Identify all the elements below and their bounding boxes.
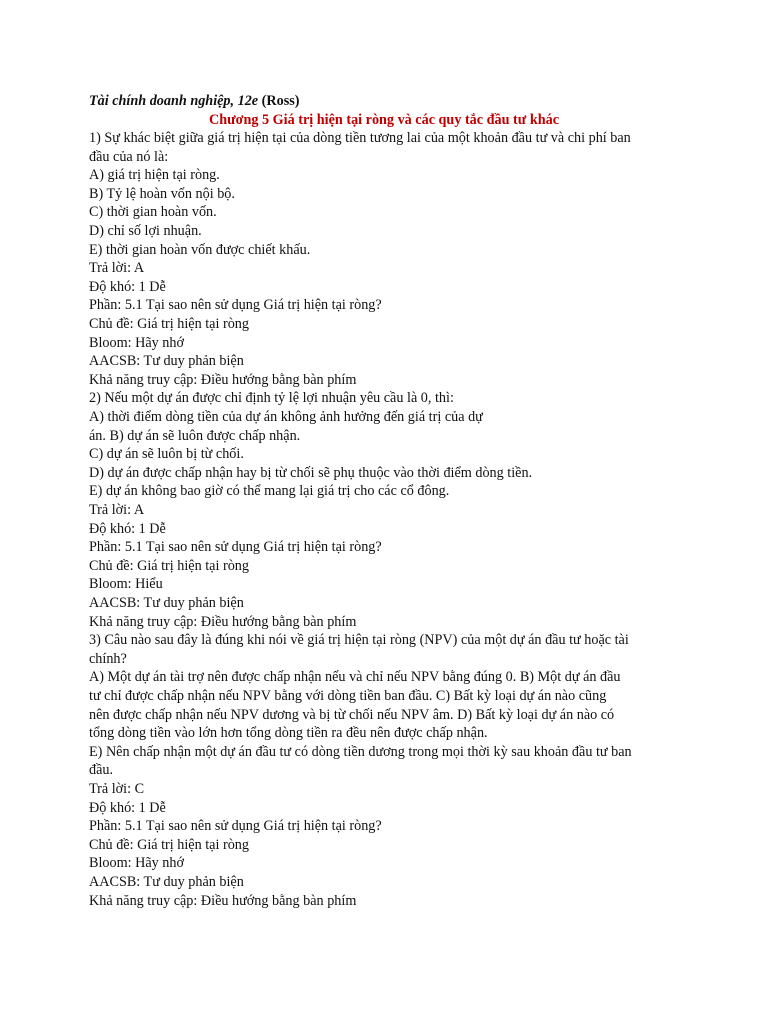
text-line: Phần: 5.1 Tại sao nên sử dụng Giá trị hiện tại ròng? <box>89 818 382 835</box>
text-line: 3) Câu nào sau đây là đúng khi nói về giá trị hiện tại ròng (NPV) của một dự án đầu tư hoặc tài <box>89 632 629 649</box>
text-line: Phần: 5.1 Tại sao nên sử dụng Giá trị hiện tại ròng? <box>89 297 382 314</box>
book-title-italic: Tài chính doanh nghiệp, 12e <box>89 93 259 109</box>
text-line: E) dự án không bao giờ có thể mang lại giá trị cho các cổ đông. <box>89 483 450 500</box>
text-line: Độ khó: 1 Dễ <box>89 799 166 816</box>
text-line: Khả năng truy cập: Điều hướng bằng bàn phím <box>89 892 357 909</box>
text-line: Khả năng truy cập: Điều hướng bằng bàn phím <box>89 613 357 630</box>
text-line: D) dự án được chấp nhận hay bị từ chối sẽ phụ thuộc vào thời điểm dòng tiền. <box>89 464 533 481</box>
text-line: 1) Sự khác biệt giữa giá trị hiện tại của dòng tiền tương lai của một khoản đầu tư và chi phí ban <box>89 130 631 146</box>
text-line: Trả lời: A <box>89 502 145 518</box>
text-line: Bloom: Hãy nhớ <box>89 334 184 351</box>
text-line: Độ khó: 1 Dễ <box>89 278 166 295</box>
text-line: Trả lời: C <box>89 781 145 797</box>
text-line: Phần: 5.1 Tại sao nên sử dụng Giá trị hiện tại ròng? <box>89 539 382 556</box>
text-line: Chủ đề: Giá trị hiện tại ròng <box>89 316 249 332</box>
text-line: đầu của nó là: <box>89 148 169 165</box>
text-line: D) chỉ số lợi nhuận. <box>89 223 202 239</box>
text-line: tổng dòng tiền vào lớn hơn tổng dòng tiền ra đều nên được chấp nhận. <box>89 725 488 742</box>
text-line: AACSB: Tư duy phản biện <box>89 874 244 890</box>
text-line: AACSB: Tư duy phản biện <box>89 353 244 370</box>
text-line: Độ khó: 1 Dễ <box>89 520 166 537</box>
text-line: C) thời gian hoàn vốn. <box>89 204 217 221</box>
text-line: A) giá trị hiện tại ròng. <box>89 167 220 184</box>
text-line: A) Một dự án tài trợ nên được chấp nhận nếu và chỉ nếu NPV bằng đúng 0. B) Một dự án đầu <box>89 669 621 686</box>
text-line: B) Tỷ lệ hoàn vốn nội bộ. <box>89 185 235 202</box>
text-line: Khả năng truy cập: Điều hướng bằng bàn phím <box>89 371 357 388</box>
chapter-title: Chương 5 Giá trị hiện tại ròng và các quy tắc đầu tư khác <box>208 112 560 128</box>
text-line: tư chỉ được chấp nhận nếu NPV bằng với dòng tiền ban đầu. C) Bất kỳ loại dự án nào cũng <box>89 688 607 704</box>
book-author: (Ross) <box>258 93 300 109</box>
text-line: Bloom: Hãy nhớ <box>89 855 184 872</box>
text-line: Chủ đề: Giá trị hiện tại ròng <box>89 557 249 574</box>
text-line: A) thời điểm dòng tiền của dự án không ảnh hưởng đến giá trị của dự <box>89 409 483 425</box>
text-line: E) Nên chấp nhận một dự án đầu tư có dòng tiền dương trong mọi thời kỳ sau khoản đầu tư ban <box>89 743 632 760</box>
text-line: AACSB: Tư duy phản biện <box>89 595 244 611</box>
text-line: C) dự án sẽ luôn bị từ chối. <box>89 446 244 463</box>
text-line: chính? <box>89 650 127 667</box>
text-line: Trả lời: A <box>89 260 145 277</box>
text-line: nên được chấp nhận nếu NPV dương và bị từ chối nếu NPV âm. D) Bất kỳ loại dự án nào có <box>89 706 615 723</box>
text-line: 2) Nếu một dự án được chỉ định tỷ lệ lợi nhuận yêu cầu là 0, thì: <box>89 390 454 407</box>
book-title <box>89 92 300 111</box>
text-line: đầu. <box>89 762 114 779</box>
text-line: E) thời gian hoàn vốn được chiết khấu. <box>89 241 311 258</box>
text-line: Chủ đề: Giá trị hiện tại ròng <box>89 836 249 853</box>
text-line: Bloom: Hiểu <box>89 576 163 593</box>
text-line: án. B) dự án sẽ luôn được chấp nhận. <box>89 427 301 444</box>
